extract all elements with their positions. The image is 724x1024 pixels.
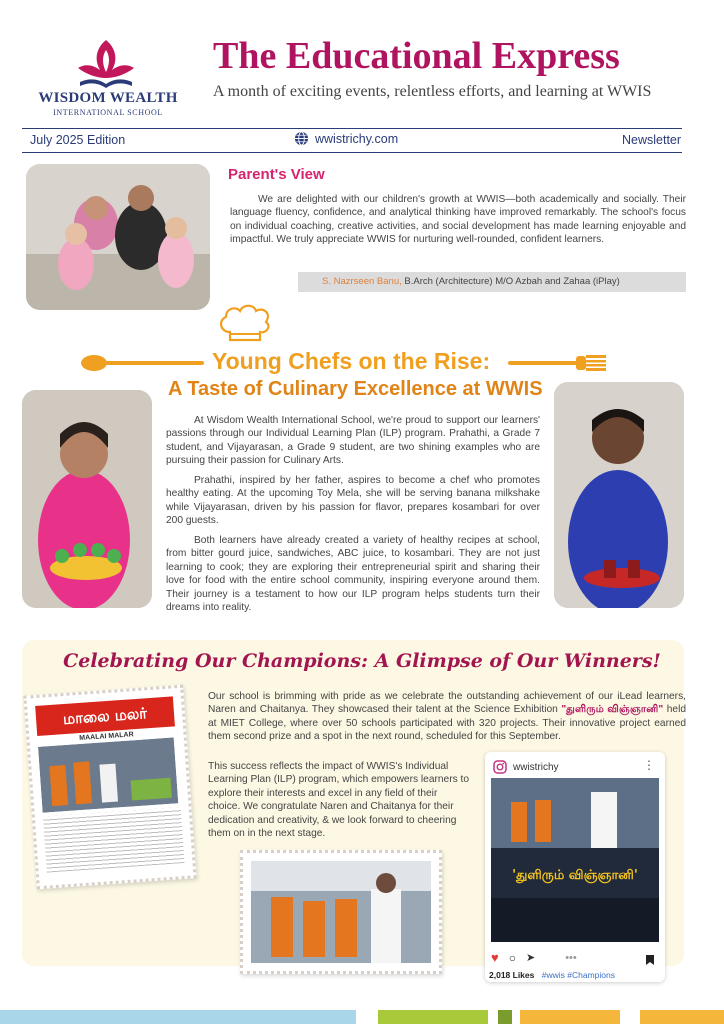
prahathi-photo xyxy=(22,390,152,608)
footer-stripe-green xyxy=(378,1010,488,1024)
footer-stripe-orange-2 xyxy=(640,1010,724,1024)
more-options-icon[interactable]: ⋮ xyxy=(643,758,655,772)
comment-icon[interactable]: ○ xyxy=(508,950,516,965)
champions-paragraph-2: This success reflects the impact of WWIS's Individual Learning Plan (ILP) program, which empowers learners to explore their interests and excel in any field of their choice. We congratulate Naren and Chaitanya for their dedication and creativity, & we look forward to cheering them on in the next stage. xyxy=(208,761,470,840)
newsletter-type-label: Newsletter xyxy=(622,133,682,147)
champions-p1-after: held at MIET College, where over 50 schools participated with 320 projects. Their innovative project earned them second prize and a spot in the next round, scheduled for this September. xyxy=(208,704,687,743)
share-icon[interactable]: ➤ xyxy=(525,952,536,964)
chefs-paragraph-3: Both learners have already created a variety of healthy recipes at school, from bitter gourd juice, sandwiches, ABC juice, to kosambari. They are not just learning to cook; they are exploring their entrepreneurial spirit and sharing their love for food with the entire school community, inspiring everyone around them. Their journey is a testament to how our ILP program helps students turn their dreams into reality. xyxy=(166,535,540,614)
champions-title: Celebrating Our Champions: A Glimpse of Our Winners! xyxy=(63,650,661,672)
exhibition-photo xyxy=(240,850,442,974)
like-icon[interactable]: ♥ xyxy=(491,950,499,965)
insta-handle[interactable]: wwistrichy xyxy=(513,761,559,773)
school-subtitle: INTERNATIONAL SCHOOL xyxy=(53,108,163,117)
header-rule-bottom xyxy=(22,152,682,153)
footer-stripe-orange xyxy=(520,1010,620,1024)
vijayarasan-photo xyxy=(554,382,684,608)
website-link[interactable] xyxy=(294,131,398,146)
bookmark-icon[interactable] xyxy=(645,954,655,966)
footer-stripe-blue xyxy=(0,1010,356,1024)
chef-hat-icon xyxy=(216,302,272,344)
newspaper-masthead: மாலை மலர் xyxy=(35,696,175,736)
website-label[interactable]: wwistrichy.com xyxy=(315,131,399,146)
header-rule-top xyxy=(22,128,682,129)
champions-p1-before: Our school is brimming with pride as we celebrate the outstanding achievement of our iLead learners, Naren and Chaitanya. They showcased their talent at the Science Exhibition xyxy=(208,691,686,716)
instagram-post[interactable] xyxy=(485,752,665,982)
chefs-paragraph-1: At Wisdom Wealth International School, we're proud to support our learners' passions through our Individual Learning Plan (ILP) program. Prahathi, a Grade 7 student, and Vijayarasan, a Grade 9 student, are two shining examples who are pursuing their passion for Culinary Arts. xyxy=(166,415,540,467)
parents-view-heading: Parent's View xyxy=(228,166,325,183)
newspaper-subtitle: MAALAI MALAR xyxy=(79,731,134,743)
insta-tags[interactable]: #wwis #Champions xyxy=(541,970,615,980)
newspaper-text-block xyxy=(43,807,185,872)
insta-post-image xyxy=(491,778,659,942)
edition-label: July 2025 Edition xyxy=(30,133,126,147)
parents-view-body: We are delighted with our children's growth at WWIS—both academically and socially. Their language fluency, confidence, and analytical thinking have improved remarkably. The school's focus on individual coaching, creative activities, and social development has made learning enjoyable and impactful. We truly appreciate WWIS for nurturing well-rounded, confident learners. xyxy=(230,194,686,246)
signature-name: S. Nazrseen Banu, xyxy=(322,276,402,287)
fork-icon xyxy=(508,352,608,374)
insta-footer xyxy=(489,970,615,980)
exhibition-name: "துளிரும் விஞ்ஞானி" xyxy=(561,704,664,716)
carousel-dots-icon: ••• xyxy=(565,951,577,964)
insta-header xyxy=(493,760,559,774)
newsletter-subtitle: A month of exciting events, relentless efforts, and learning at WWIS xyxy=(213,83,652,100)
globe-icon xyxy=(294,131,309,146)
footer-stripe-darkgreen xyxy=(498,1010,512,1024)
champions-paragraph-1 xyxy=(208,690,686,744)
signature-detail: B.Arch (Architecture) M/O Azbah and Zahaa (iPlay) xyxy=(401,276,620,287)
insta-likes: 2,018 Likes xyxy=(489,970,535,980)
instagram-icon xyxy=(493,760,507,774)
newspaper-photo xyxy=(38,737,178,812)
spoon-icon xyxy=(80,352,204,374)
school-name: WISDOM WEALTH xyxy=(38,90,178,106)
chefs-paragraph-2: Prahathi, inspired by her father, aspires to become a chef who promotes healthy eating. At the upcoming Toy Mela, she will be serving banana milkshake while Vijayarasan, driven by his passion for flavor, prepares kosambari for over 200 guests. xyxy=(166,475,540,527)
parent-signature xyxy=(298,272,686,292)
chefs-subtitle: A Taste of Culinary Excellence at WWIS xyxy=(168,378,543,400)
insta-headline: 'துளிரும் விஞ்ஞானி' xyxy=(512,868,638,883)
newsletter-title: The Educational Express xyxy=(213,35,620,77)
chefs-title: Young Chefs on the Rise: xyxy=(212,348,491,374)
insta-actions xyxy=(491,950,577,965)
newspaper-clipping xyxy=(23,685,196,890)
family-photo xyxy=(26,164,210,310)
